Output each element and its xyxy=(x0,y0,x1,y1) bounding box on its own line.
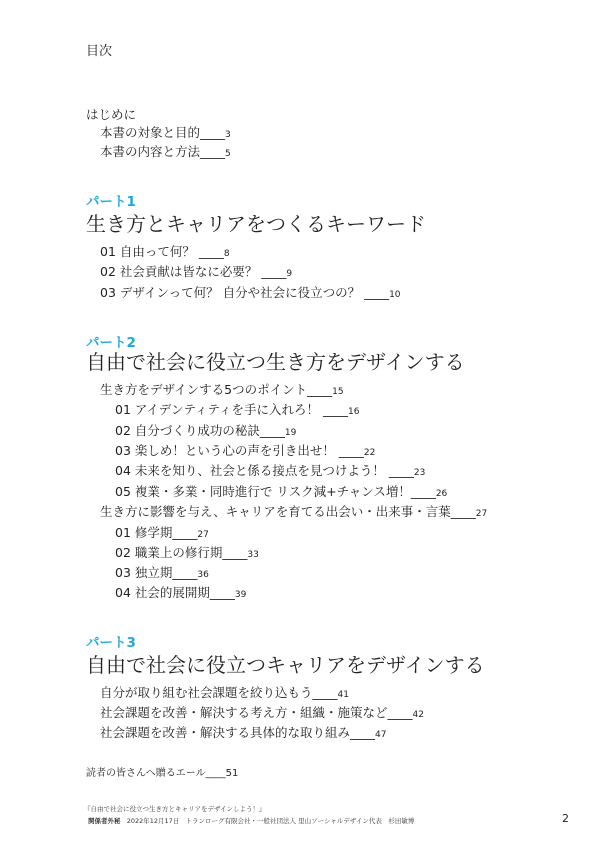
toc-entry[interactable]: 本書の内容と方法____5 xyxy=(100,144,231,159)
toc-entry[interactable]: 05 複業・多業・同時進行で リスク減+チャンス増！____26 xyxy=(115,484,448,499)
toc-entry[interactable]: 01 自由って何？ ____8 xyxy=(100,244,230,259)
toc-entry[interactable]: 生き方に影響を与え、キャリアを育てる出会い・出来事・言葉____27 xyxy=(100,504,488,519)
toc-entry[interactable]: 生き方をデザインする5つのポイント____15 xyxy=(100,382,344,397)
footer-book-title: 『自由で社会に役立つ生き方とキャリアをデザインしよう！』 xyxy=(84,805,266,813)
toc-entry[interactable]: 02 自分づくり成功の秘訣____19 xyxy=(115,423,297,438)
footer-meta: 関係者外秘 2022年12月17日 トランローグ有限会社・一般社団法人 里山ソーシャルデザイン代表 杉田敏博 xyxy=(88,817,415,825)
toc-entry[interactable]: 社会課題を改善・解決する具体的な取り組み____47 xyxy=(100,725,387,740)
toc-entry[interactable]: 02 職業上の修行期____33 xyxy=(115,545,259,560)
toc-entry[interactable]: 03 独立期____36 xyxy=(115,565,209,580)
toc-entry[interactable]: 読者の皆さんへ贈るエール____51 xyxy=(86,768,239,779)
toc-entry[interactable]: 本書の対象と目的____3 xyxy=(100,125,231,140)
part2-label: パート2 xyxy=(86,335,136,351)
toc-entry[interactable]: 01 修学期____27 xyxy=(115,525,209,540)
part3-heading: 自由で社会に役立つキャリアをデザインする xyxy=(86,653,485,677)
toc-entry[interactable]: 01 アイデンティティを手に入れろ！ ____16 xyxy=(115,402,360,417)
toc-title: 目次 xyxy=(86,44,113,59)
toc-entry[interactable]: 社会課題を改善・解決する考え方・組織・施策など____42 xyxy=(100,705,424,720)
part1-label: パート1 xyxy=(86,194,136,210)
confidential-label: 関係者外秘 xyxy=(88,817,121,825)
toc-entry[interactable]: 03 楽しめ！という心の声を引き出せ！ ____22 xyxy=(115,443,376,458)
part1-heading: 生き方とキャリアをつくるキーワード xyxy=(86,212,426,236)
toc-entry[interactable]: 04 未来を知り、社会と係る接点を見つけよう！ ____23 xyxy=(115,463,426,478)
page-number: 2 xyxy=(562,812,569,825)
toc-entry[interactable]: 02 社会貢献は皆なに必要？ ____9 xyxy=(100,264,293,279)
part3-label: パート3 xyxy=(86,635,136,651)
toc-entry[interactable]: 04 社会的展開期____39 xyxy=(115,585,247,600)
toc-entry[interactable]: 03 デザインって何？ 自分や社会に役立つの？ ____10 xyxy=(100,285,401,300)
toc-entry[interactable]: 自分が取り組む社会課題を絞り込もう____41 xyxy=(100,685,349,700)
intro-label: はじめに xyxy=(86,107,137,122)
part2-heading: 自由で社会に役立つ生き方をデザインする xyxy=(86,350,465,374)
